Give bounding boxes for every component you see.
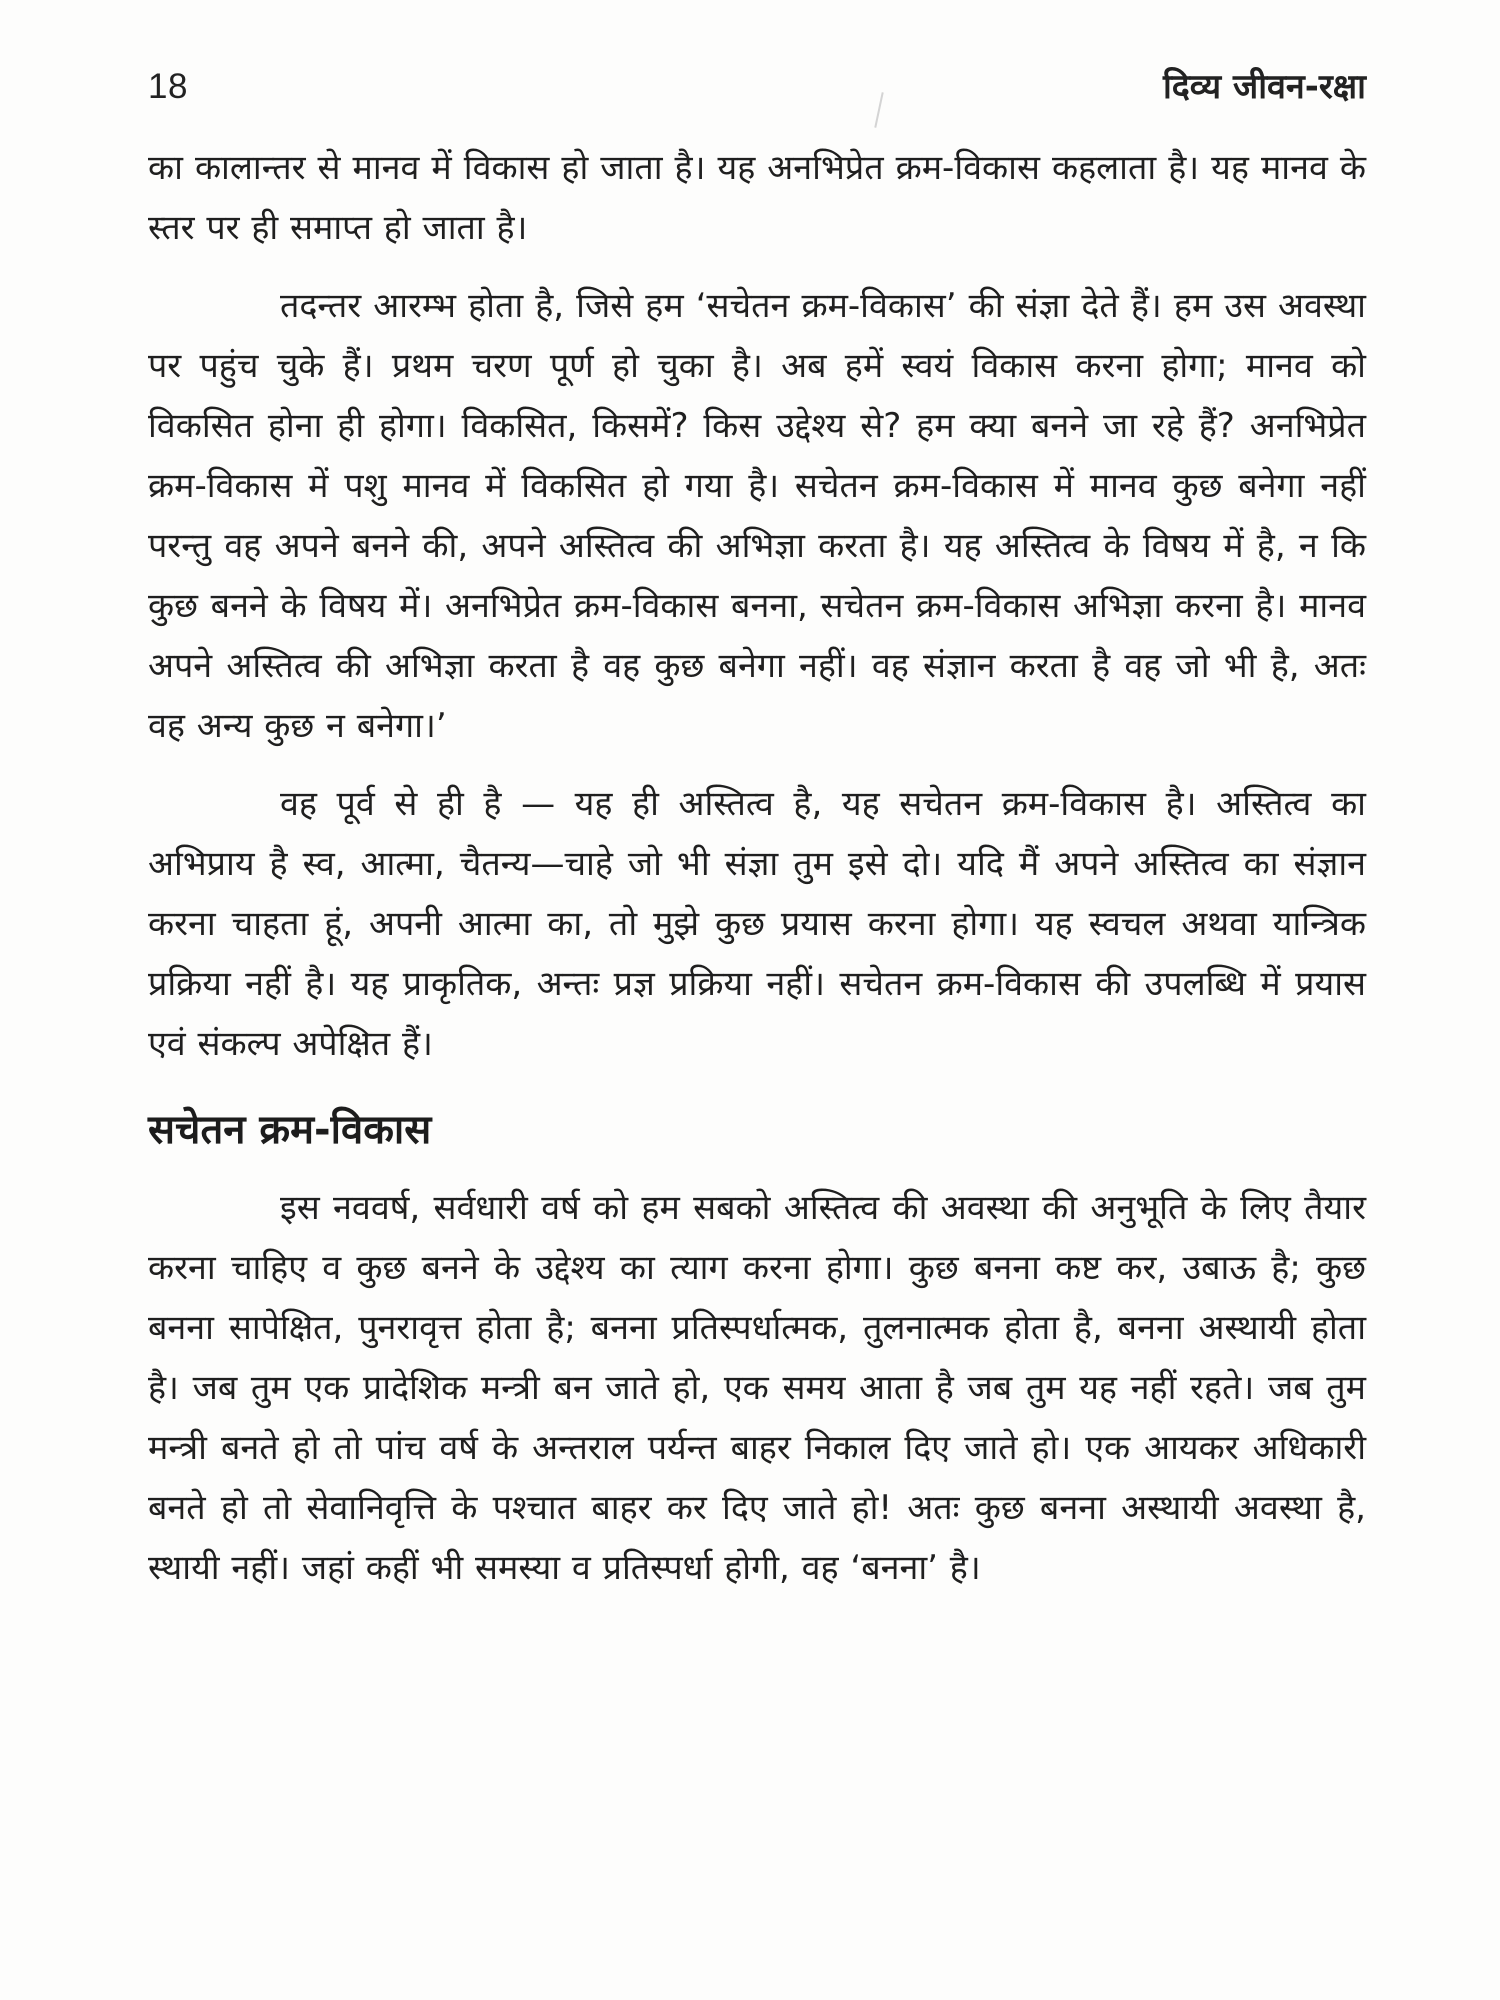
body-text [148, 138, 1366, 1598]
page-number: 18 [148, 67, 188, 106]
paragraph-existence: वह पूर्व से ही है — यह ही अस्तित्व है, यह सचेतन क्रम-विकास है। अस्तित्व का अभिप्राय है स्व, आत्मा, चैतन्य—चाहे जो भी संज्ञा तुम इसे दो। यदि मैं अपने अस्तित्व का संज्ञान करना चाहता हूं, अपनी आत्मा का, तो मुझे कुछ प्रयास करना होगा। यह स्वचल अथवा यान्त्रिक प्रक्रिया नहीं है। यह प्राकृतिक, अन्तः प्रज्ञ प्रक्रिया नहीं। सचेतन क्रम-विकास की उपलब्धि में प्रयास एवं संकल्प अपेक्षित हैं। [148, 784, 1366, 1064]
paragraph-conscious-evolution-intro: तदन्तर आरम्भ होता है, जिसे हम ‘सचेतन क्रम-विकास’ की संज्ञा देते हैं। हम उस अवस्था पर पहुंच चुके हैं। प्रथम चरण पूर्ण हो चुका है। अब हमें स्वयं विकास करना होगा; मानव को विकसित होना ही होगा। विकसित, किसमें? किस उद्देश्य से? हम क्या बनने जा रहे हैं? अनभिप्रेत क्रम-विकास में पशु मानव में विकसित हो गया है। सचेतन क्रम-विकास में मानव कुछ बनेगा नहीं परन्तु वह अपने बनने की, अपने अस्तित्व की अभिज्ञा करता है। यह अस्तित्व के विषय में है, न कि कुछ बनने के विषय में। अनभिप्रेत क्रम-विकास बनना, सचेतन क्रम-विकास अभिज्ञा करना है। मानव अपने अस्तित्व की अभिज्ञा करता है वह कुछ बनेगा नहीं। वह संज्ञान करता है वह जो भी है, अतः वह अन्य कुछ न बनेगा।’ [148, 286, 1366, 746]
section-heading: सचेतन क्रम-विकास [148, 1107, 432, 1153]
paragraph-continuation: का कालान्तर से मानव में विकास हो जाता है। यह अनभिप्रेत क्रम-विकास कहलाता है। यह मानव के स्तर पर ही समाप्त हो जाता है। [148, 148, 1366, 248]
running-header [148, 62, 1366, 120]
section-paragraph: इस नववर्ष, सर्वधारी वर्ष को हम सबको अस्तित्व की अवस्था की अनुभूति के लिए तैयार करना चाहिए व कुछ बनने के उद्देश्य का त्याग करना होगा। कुछ बनना कष्ट कर, उबाऊ है; कुछ बनना सापेक्षित, पुनरावृत्त होता है; बनना प्रतिस्पर्धात्मक, तुलनात्मक होता है, बनना अस्थायी होता है। जब तुम एक प्रादेशिक मन्त्री बन जाते हो, एक समय आता है जब तुम यह नहीं रहते। जब तुम मन्त्री बनते हो तो पांच वर्ष के अन्तराल पर्यन्त बाहर निकाल दिए जाते हो। एक आयकर अधिकारी बनते हो तो सेवानिवृत्ति के पश्चात बाहर कर दिए जाते हो! अतः कुछ बनना अस्थायी अवस्था है, स्थायी नहीं। जहां कहीं भी समस्या व प्रतिस्पर्धा होगी, वह ‘बनना’ है। [148, 1188, 1366, 1588]
book-title: दिव्य जीवन-रक्षा [1162, 67, 1366, 107]
